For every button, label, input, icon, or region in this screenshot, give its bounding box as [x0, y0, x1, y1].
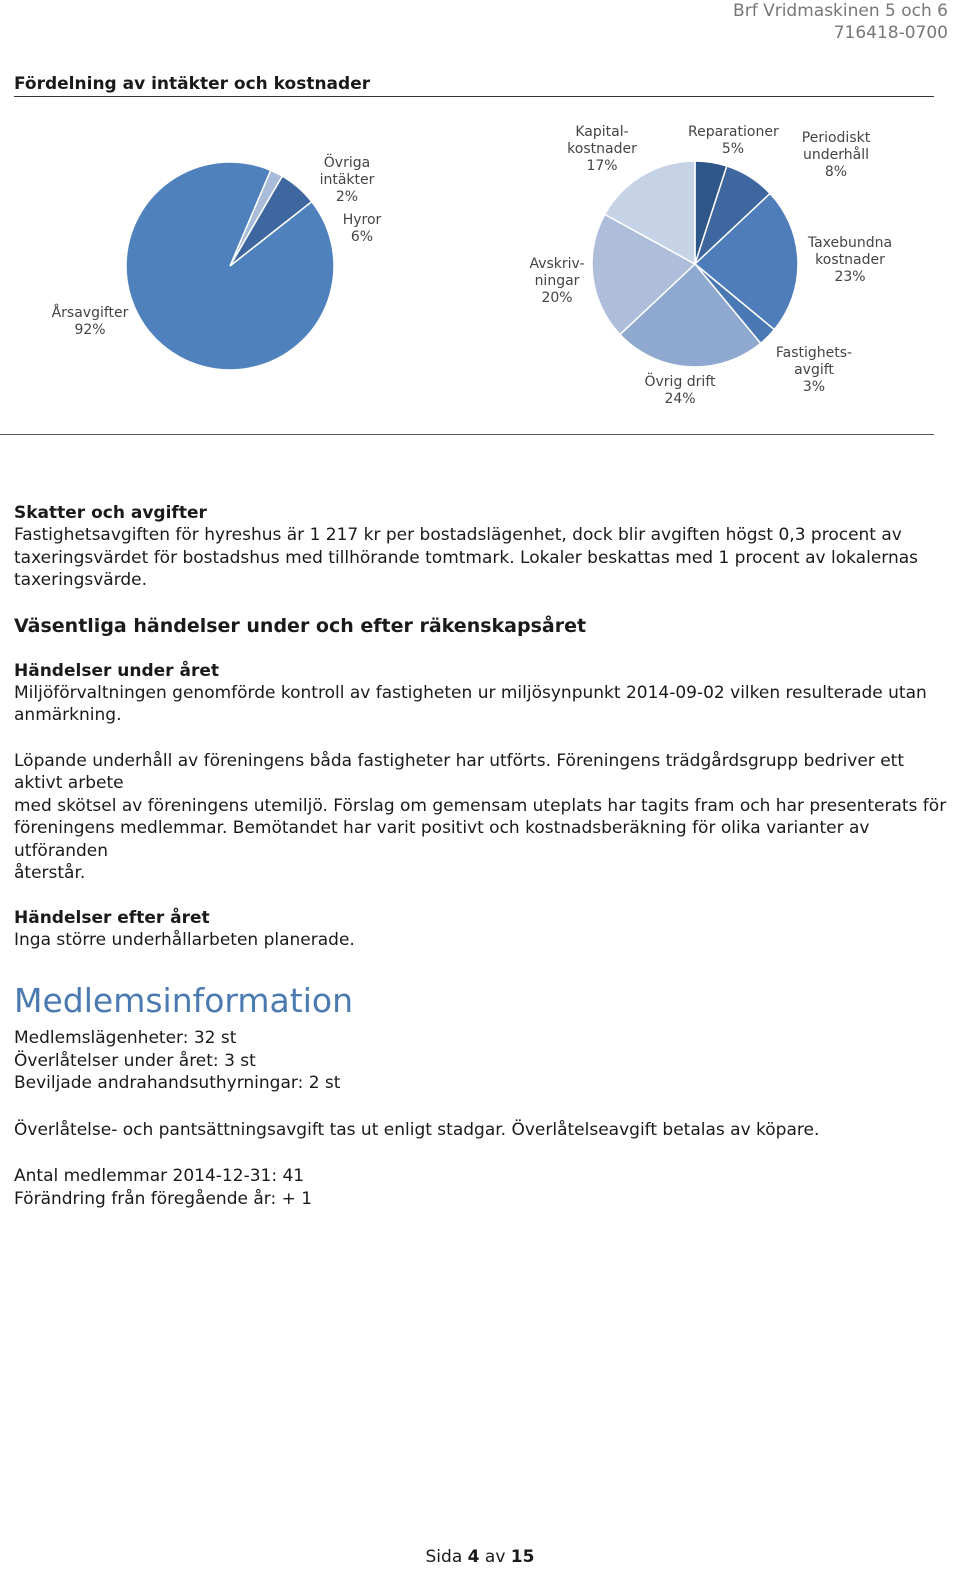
label-avskrivningar: Avskriv- ningar 20% [529, 256, 585, 306]
document-header [733, 0, 948, 44]
org-name: Brf Vridmaskinen 5 och 6 [733, 1, 948, 21]
label-ovrig-drift: Övrig drift 24% [644, 374, 716, 407]
medlemsinformation-heading: Medlemsinformation [14, 981, 353, 1020]
skatter-heading: Skatter och avgifter [14, 503, 207, 523]
efter-aret-heading: Händelser efter året [14, 907, 210, 928]
page-footer [0, 1547, 960, 1567]
vasentliga-heading: Väsentliga händelser under och efter räkenskapsåret [14, 614, 587, 637]
footer-total: 15 [510, 1547, 535, 1567]
footer-mid: av [484, 1547, 506, 1567]
underhall-line-1: Löpande underhåll av föreningens båda fastigheter har utförts. Föreningens trädgårdsgrupp bedriver ett aktivt arbete [14, 750, 904, 793]
label-arsavgifter: Årsavgifter 92% [51, 305, 129, 338]
underhall-line-2: med skötsel av föreningens utemiljö. Förslag om gemensam uteplats har tagits fram och har presenterats för [14, 795, 947, 816]
medlem-line-5: Antal medlemmar 2014-12-31: 41 [14, 1166, 305, 1186]
skatter-line-3: taxeringsvärde. [14, 570, 148, 590]
medlem-line-6: Förändring från föregående år: + 1 [14, 1188, 313, 1209]
medlem-line-4: Överlåtelse- och pantsättningsavgift tas ut enligt stadgar. Överlåtelseavgift betalas av köpare. [14, 1119, 820, 1140]
label-periodiskt-underhall: Periodiskt underhåll 8% [801, 130, 871, 180]
label-reparationer: Reparationer 5% [688, 124, 779, 157]
underhall-line-3: föreningens medlemmar. Bemötandet har varit positivt och kostnadsberäkning för olika varianter av utföranden [14, 818, 870, 861]
label-fastighetsavgift: Fastighets- avgift 3% [775, 345, 853, 395]
efter-line-1: Inga större underhållarbeten planerade. [14, 929, 355, 950]
under-aret-heading: Händelser under året [14, 660, 219, 681]
label-kapitalkostnader: Kapital- kostnader 17% [567, 124, 637, 174]
label-ovriga-intakter: Övriga intäkter 2% [319, 155, 375, 205]
charts-rule [0, 434, 934, 435]
org-number: 716418-0700 [833, 23, 948, 43]
label-taxebundna-kostnader: Taxebundna kostnader 23% [807, 235, 893, 285]
label-hyror: Hyror 6% [342, 212, 382, 245]
medlem-line-1: Medlemslägenheter: 32 st [14, 1028, 237, 1048]
section-title: Fördelning av intäkter och kostnader [14, 74, 371, 94]
charts-area [0, 100, 960, 440]
footer-page: 4 [467, 1547, 480, 1567]
skatter-line-2: taxeringsvärdet för bostadshus med tillhörande tomtmark. Lokaler beskattas med 1 procent av lokalernas [14, 547, 919, 568]
underhall-line-4: återstår. [14, 863, 86, 883]
under-line-2: anmärkning. [14, 705, 122, 725]
under-line-1: Miljöförvaltningen genomförde kontroll av fastigheten ur miljösynpunkt 2014-09-02 vilken resulterade utan [14, 682, 927, 703]
skatter-line-1: Fastighetsavgiften för hyreshus är 1 217 kr per bostadslägenhet, dock blir avgiften högst 0,3 procent av [14, 525, 902, 545]
title-rule [14, 96, 934, 97]
footer-prefix: Sida [425, 1547, 463, 1567]
medlem-line-3: Beviljade andrahandsuthyrningar: 2 st [14, 1073, 341, 1093]
medlem-line-2: Överlåtelser under året: 3 st [14, 1050, 256, 1071]
body-content [14, 502, 949, 1210]
